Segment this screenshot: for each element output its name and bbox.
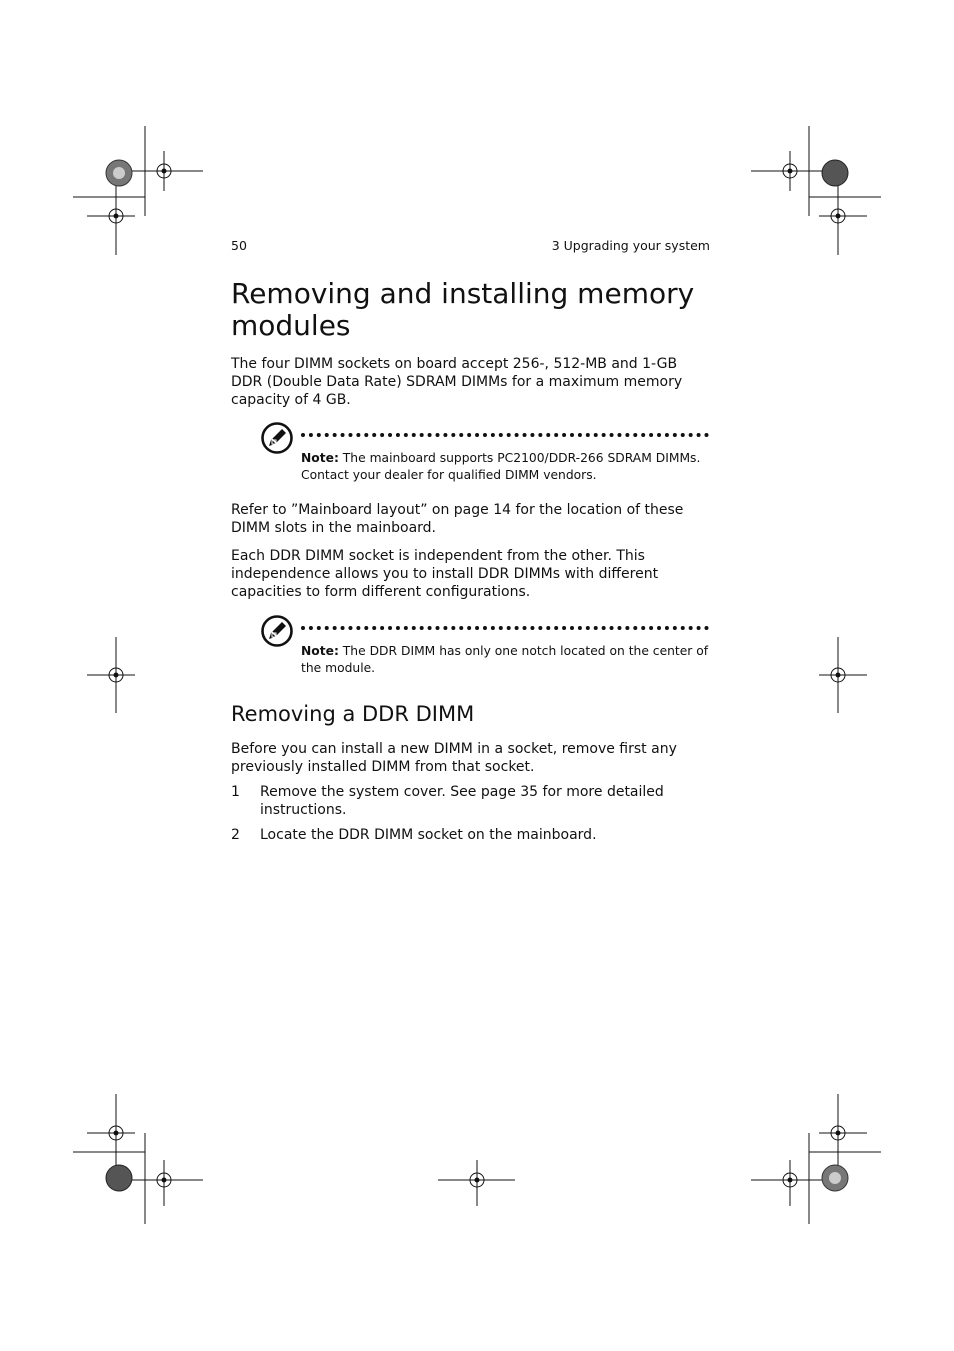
step-text: Locate the DDR DIMM socket on the mainboard.: [260, 827, 597, 843]
step-number: 2: [231, 827, 240, 843]
remove-first-paragraph: Before you can install a new DIMM in a socket, remove first any previously installed DIMM from that socket.: [231, 741, 677, 775]
page-number: 50: [231, 238, 247, 253]
note-text: The mainboard supports PC2100/DDR-266 SDRAM DIMMs. Contact your dealer for qualified DIMM vendors.: [301, 451, 701, 482]
step-text: Remove the system cover. See page 35 for more detailed instructions.: [260, 784, 664, 818]
note-divider: [301, 433, 709, 437]
note-1: [301, 450, 711, 483]
pencil-note-icon: [260, 421, 294, 455]
mainboard-layout-paragraph: Refer to ”Mainboard layout” on page 14 for the location of these DIMM slots in the mainboard.: [231, 502, 684, 536]
chapter-header: 3 Upgrading your system: [551, 238, 710, 253]
note-label: Note:: [301, 644, 339, 658]
section-subheading: Removing a DDR DIMM: [231, 702, 475, 726]
page-title: Removing and installing memory modules: [231, 277, 695, 342]
intro-paragraph: The four DIMM sockets on board accept 256-, 512-MB and 1-GB DDR (Double Data Rate) SDRAM DIMMs for a maximum memory capacity of 4 GB.: [231, 356, 683, 408]
step-number: 1: [231, 784, 240, 800]
note-text: The DDR DIMM has only one notch located on the center of the module.: [301, 644, 709, 675]
independence-paragraph: Each DDR DIMM socket is independent from the other. This independence allows you to install DDR DIMMs with different capacities to form different configurations.: [231, 548, 659, 600]
note-2: [301, 643, 711, 676]
note-label: Note:: [301, 451, 339, 465]
note-divider: [301, 626, 709, 630]
pencil-note-icon: [260, 614, 294, 648]
